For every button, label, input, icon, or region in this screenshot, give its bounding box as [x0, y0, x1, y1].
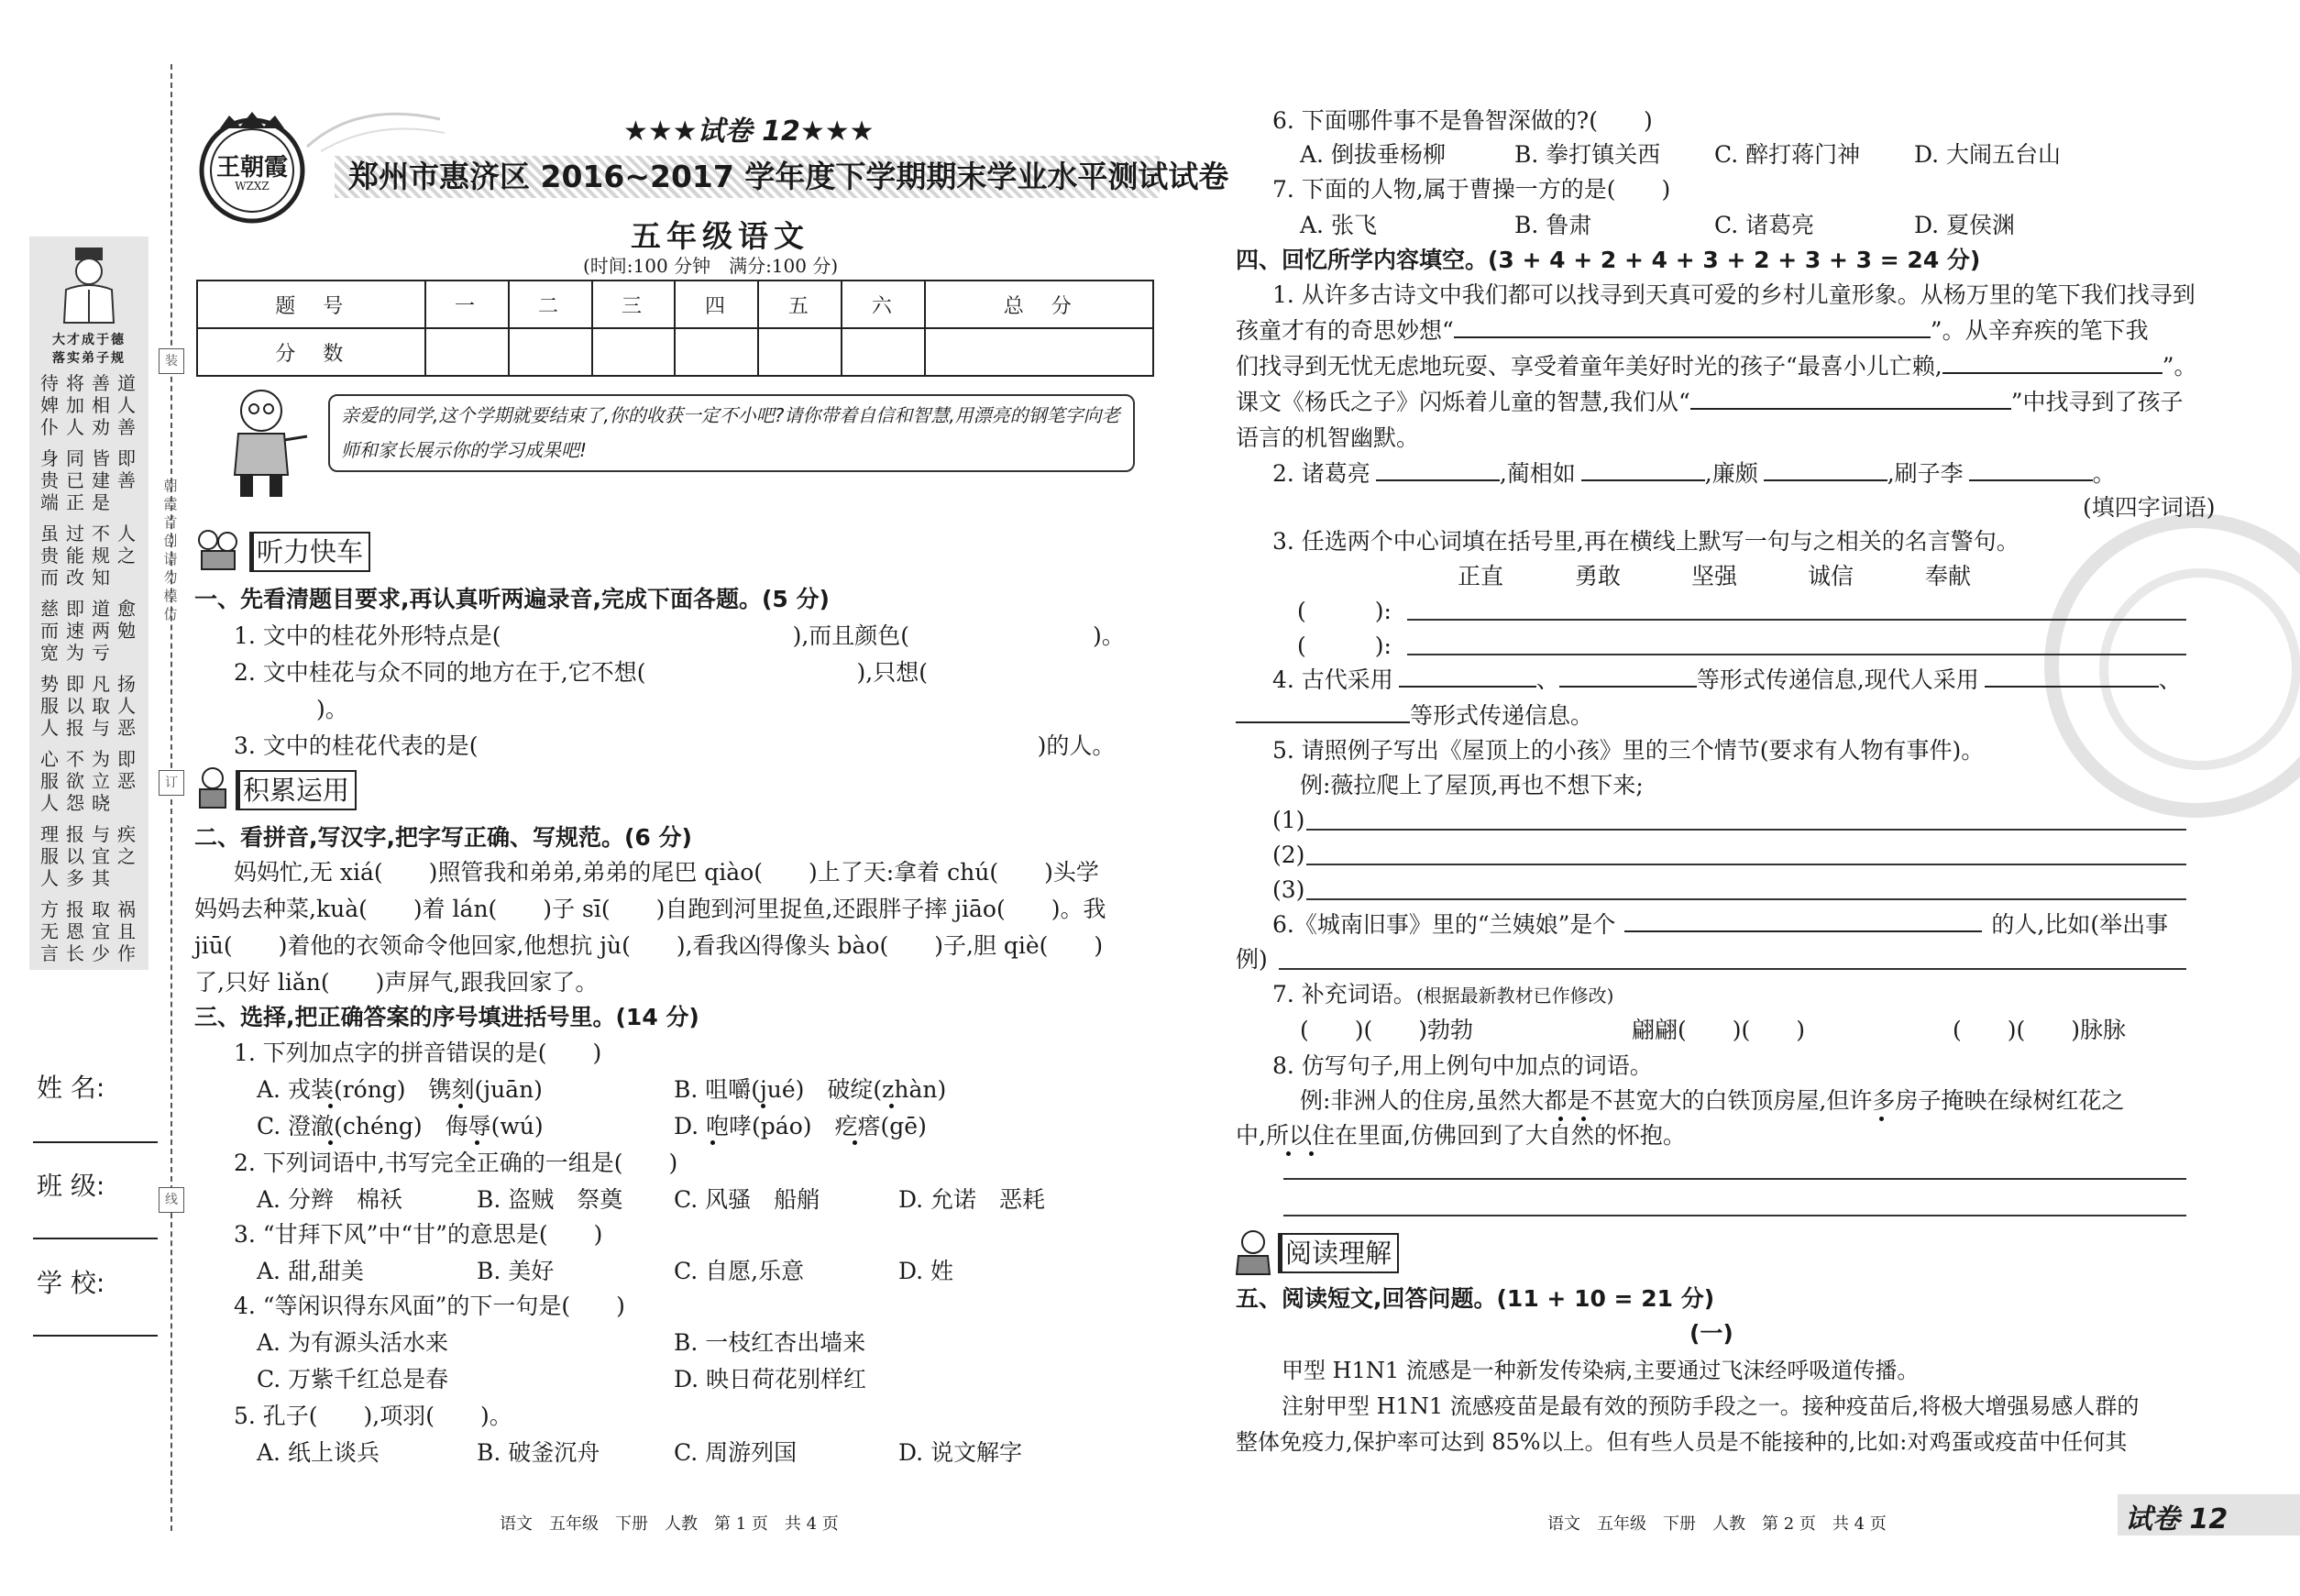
choice-7-d: D. 夏侯渊: [1914, 212, 2016, 238]
emphasis-dot: [458, 1104, 463, 1108]
section-reading-header: 阅读理解: [1278, 1233, 1399, 1273]
score-col: 五: [758, 281, 842, 328]
fill-5-example: 例:薇拉爬上了屋顶,再也不想下来;: [1300, 772, 1644, 798]
motto-column: 过能改: [66, 523, 84, 589]
choice-4-c: C. 万紫千红总是春: [257, 1366, 449, 1392]
emphasis-dot: [853, 1140, 857, 1145]
emphasis-dot: [1286, 1151, 1291, 1156]
answer-blank[interactable]: [1624, 910, 1982, 932]
choice-3-c: C. 自愿,乐意: [674, 1258, 805, 1284]
choice-5-a: A. 纸上谈兵: [257, 1439, 380, 1466]
fill-5: 5. 请照例子写出《屋顶上的小孩》里的三个情节(要求有人物有事件)。: [1272, 737, 1985, 764]
answer-blank[interactable]: [1236, 701, 1410, 723]
motto-column: 与宜其: [92, 823, 110, 889]
fill-1-line-2: 孩童才有的奇思妙想“ ”。从辛弃疾的笔下我: [1236, 317, 2149, 344]
reading-girl-icon: [1233, 1228, 1274, 1276]
motto-line-2: 落实弟子规: [52, 351, 126, 366]
question-5: 五、阅读短文,回答问题。(11 + 10 = 21 分): [1236, 1285, 1715, 1312]
choice-2-d: D. 允诺 恶耗: [898, 1186, 1046, 1213]
choice-7: 7. 下面的人物,属于曹操一方的是( ): [1272, 176, 1671, 203]
motto-column: 同已正: [66, 447, 84, 513]
answer-line[interactable]: [1306, 829, 2186, 831]
score-header-row: [197, 281, 1153, 328]
motto-column: 人之: [117, 523, 136, 567]
motto-column: 慈而宽: [40, 598, 59, 664]
answer-blank[interactable]: [1559, 666, 1697, 688]
emphasis-dot: [889, 1104, 894, 1108]
passage-line-1: 甲型 H1N1 流感是一种新发传染病,主要通过飞沫经呼吸道传播。: [1282, 1358, 1920, 1383]
answer-line[interactable]: [1279, 968, 2186, 970]
motto-column: 将加人: [66, 372, 84, 438]
keyword-1: 正直: [1458, 563, 1504, 589]
motto-column: 皆建是: [92, 447, 110, 513]
keyword-5: 奉献: [1925, 563, 1972, 589]
fill-4: 4. 古代采用 、 等形式传递信息,现代人采用 、: [1272, 666, 2182, 693]
binding-mark-3: 线: [159, 1187, 184, 1213]
choice-2-a: A. 分辫 棉袄: [257, 1186, 402, 1213]
motto-column: 不欲怨: [66, 748, 84, 814]
choice-2-c: C. 风骚 船艄: [674, 1186, 820, 1213]
motto-column: 道两亏: [92, 598, 110, 664]
emphasis-dot: [475, 1140, 479, 1145]
emphasis-dot: [1879, 1117, 1884, 1121]
choice-4-b: B. 一枝红杏出墙来: [674, 1329, 866, 1356]
name-field[interactable]: [33, 1141, 158, 1143]
fill-3: 3. 任选两个中心词填在括号里,再在横线上默写一句与之相关的名言警句。: [1272, 528, 2019, 555]
subject-title: 五年级语文: [631, 218, 809, 254]
motto-column: 身贵端: [40, 447, 59, 513]
answer-blank[interactable]: [1581, 459, 1705, 481]
motto-column: 心服人: [40, 748, 59, 814]
fill-4-end: 等形式传递信息。: [1236, 700, 1593, 732]
fill-5-num-3: (3): [1272, 876, 1305, 903]
section-listening-header: 听力快车: [249, 532, 370, 572]
question-4: 四、回忆所学内容填空。(3 + 4 + 2 + 4 + 3 + 2 + 3 + 3 = 24 分): [1236, 247, 1981, 273]
teacher-figure-icon: [220, 383, 312, 502]
score-table: [196, 280, 1154, 377]
answer-blank[interactable]: [1376, 459, 1500, 481]
score-value-row: [197, 328, 1153, 376]
fill-8-example-1: 例:非洲人的住房,虽然大都是不甚宽大的白铁顶房屋,但许多房子掩映在绿树红花之: [1300, 1087, 2125, 1114]
choice-5-b: B. 破釜沉舟: [477, 1439, 600, 1466]
score-cell[interactable]: [842, 328, 925, 376]
emphasis-dot: [761, 1104, 765, 1108]
choice-5-c: C. 周游列国: [674, 1439, 798, 1466]
corner-badge: 试卷 12: [2125, 1503, 2228, 1535]
passage-line-3: 整体免疫力,保护率可达到 85%以上。但有些人员是不能接种的,比如:对鸡蛋或疫苗中任何其: [1236, 1429, 2128, 1455]
answer-line[interactable]: [1306, 898, 2186, 900]
motto-column: 即善: [117, 447, 136, 491]
emphasis-dot: [328, 1140, 333, 1145]
motto-column: 方无言: [40, 898, 59, 964]
answer-line[interactable]: [1407, 654, 2186, 655]
choice-1-b: B. 咀嚼(jué) 破绽(zhàn): [674, 1076, 947, 1103]
motto-column: 待婢仆: [40, 372, 59, 438]
footer-left: 语文 五年级 下册 人教 第 1 页 共 4 页: [500, 1514, 839, 1534]
choice-6-d: D. 大闹五台山: [1914, 141, 2062, 168]
motto-column: 即速为: [66, 598, 84, 664]
question-3: 三、选择,把正确答案的序号填进括号里。(14 分): [194, 1004, 699, 1030]
motto-sidebar: [29, 237, 149, 970]
fill-7-c: ( )( )脉脉: [1953, 1017, 2127, 1043]
answer-blank[interactable]: [1454, 316, 1931, 338]
pinyin-line-1: 妈妈忙,无 xiá( )照管我和弟弟,弟弟的尾巴 qiào( )上了天:拿着 chú( )头学: [234, 859, 1099, 886]
listen-item-2: 2. 文中桂花与众不同的地方在于,它不想( ),只想(: [234, 659, 928, 686]
motto-column: 即以报: [66, 673, 84, 739]
fill-2-note: (填四字词语): [2083, 494, 2216, 521]
answer-line[interactable]: [1283, 1215, 2186, 1216]
listen-item-3: 3. 文中的桂花代表的是( )的人。: [234, 732, 1116, 759]
fill-1-line-4: 课文《杨氏之子》闪烁着儿童的智慧,我们从“ ”中找寻到了孩子: [1236, 389, 2184, 415]
choice-1-a: A. 戎装(róng) 镌刻(juān): [257, 1076, 543, 1103]
fill-7-a: ( )( )勃勃: [1300, 1017, 1474, 1043]
pinyin-line-3: jiū( )着他的衣领命令他回家,他想抗 jù( ),看我凶得像头 bào( )子,胆 qiè( ): [194, 932, 1104, 959]
choice-3-d: D. 姓: [898, 1258, 954, 1284]
class-field[interactable]: [33, 1238, 158, 1239]
fill-1-line-3: 们找寻到无忧无虑地玩耍、享受着童年美好时光的孩子“最喜小儿亡赖, ”。: [1236, 353, 2197, 380]
score-cell[interactable]: [592, 328, 676, 376]
school-label: 学 校:: [37, 1268, 105, 1298]
choice-5-d: D. 说文解字: [898, 1439, 1023, 1466]
motto-column: 愈勉: [117, 598, 136, 642]
logo-subtext: WZXZ: [235, 180, 270, 193]
question-1: 一、先看清题目要求,再认真听两遍录音,完成下面各题。(5 分): [194, 586, 830, 612]
emphasis-dot: [710, 1140, 715, 1145]
score-col: 四: [675, 281, 758, 328]
motto-column: 祸且作: [117, 898, 136, 964]
choice-3-a: A. 甜,甜美: [257, 1258, 364, 1284]
keyword-3: 坚强: [1691, 563, 1738, 589]
motto-column: 凡取与: [92, 673, 110, 739]
pinyin-line-2: 妈妈去种菜,kuà( )着 lán( )子 sī( )自跑到河里捉鱼,还跟胖子摔 jiāo( )。我: [194, 896, 1106, 922]
time-info: (时间:100 分钟 满分:100 分): [583, 255, 839, 277]
scholar-figure-icon: [57, 244, 121, 326]
fill-5-num-2: (2): [1272, 842, 1305, 868]
choice-7-b: B. 鲁肃: [1514, 212, 1592, 238]
choice-6-c: C. 醉打蒋门神: [1714, 141, 1861, 168]
answer-line[interactable]: [1306, 864, 2186, 865]
choice-6-b: B. 拳打镇关西: [1514, 141, 1661, 168]
listening-kids-icon: [194, 527, 240, 573]
binding-mark-2: 订: [159, 770, 184, 796]
listen-item-2-close: )。: [316, 696, 348, 722]
exam-title: 郑州市惠济区 2016~2017 学年度下学期期末学业水平测试试卷: [348, 159, 1229, 194]
binding-note: 朝霞首创 请勿模仿: [163, 478, 178, 622]
choice-5: 5. 孔子( ),项羽( )。: [234, 1403, 512, 1429]
listen-item-1: 1. 文中的桂花外形特点是( ),而且颜色( )。: [234, 622, 1125, 649]
choice-4-d: D. 映日荷花别样红: [674, 1366, 867, 1392]
motto-column: 疾之: [117, 823, 136, 867]
score-cell[interactable]: [675, 328, 758, 376]
score-row-label: 分 数: [197, 328, 425, 376]
choice-3-b: B. 美好: [477, 1258, 555, 1284]
fill-5-num-1: (1): [1272, 807, 1305, 833]
binding-line: [171, 64, 172, 1531]
emphasis-dot: [1309, 1151, 1314, 1156]
motto-column: 善相劝: [92, 372, 110, 438]
keyword-2: 勇敢: [1575, 563, 1622, 589]
keyword-4: 诚信: [1808, 563, 1854, 589]
fill-1-line-1: 1. 从许多古诗文中我们都可以找寻到天真可爱的乡村儿童形象。从杨万里的笔下我们找寻到: [1272, 281, 2195, 308]
emphasis-dot: [328, 1104, 333, 1108]
score-cell[interactable]: [758, 328, 842, 376]
motto-column: 报恩长: [66, 898, 84, 964]
passage-line-2: 注射甲型 H1N1 流感疫苗是最有效的预防手段之一。接种疫苗后,将极大增强易感人群的: [1282, 1393, 2140, 1419]
score-cell[interactable]: [425, 328, 509, 376]
name-label: 姓 名:: [37, 1073, 105, 1103]
paper-number: ★★★试卷 12★★★: [623, 116, 875, 148]
binding-mark-1: 装: [159, 348, 184, 374]
answer-blank[interactable]: [1690, 388, 2011, 410]
motto-column: 取宜少: [92, 898, 110, 964]
choice-1-d: D. 咆哮(páo) 疙瘩(gē): [674, 1113, 927, 1139]
answer-blank[interactable]: [1985, 666, 2159, 688]
fill-1-line-5: 语言的机智幽默。: [1236, 424, 1420, 451]
answer-line[interactable]: [1283, 1178, 2186, 1180]
motto-column: 道人善: [117, 372, 136, 438]
fill-3-blank-2: ( ):: [1297, 633, 1392, 659]
answer-blank[interactable]: [1969, 459, 2093, 481]
motto-column: 报以多: [66, 823, 84, 889]
choice-6-a: A. 倒拔垂杨柳: [1300, 141, 1446, 168]
class-label: 班 级:: [37, 1171, 105, 1201]
emphasis-dot: [1558, 1117, 1563, 1121]
fill-2: 2. 诸葛亮 ,蔺相如 ,廉颇 ,刷子李 。: [1272, 460, 2116, 487]
logo-text: 王朝霞: [215, 154, 288, 182]
section-accumulation-header: 积累运用: [236, 770, 357, 810]
score-col: 题 号: [197, 281, 425, 328]
motto-column: 理服人: [40, 823, 59, 889]
fill-8-example-2: 中,所以住在里面,仿佛回到了大自然的怀抱。: [1236, 1122, 1686, 1149]
motto-line-1: 大才成于德: [52, 333, 126, 347]
motto-column: 虽贵而: [40, 523, 59, 589]
question-2: 二、看拼音,写汉字,把字写正确、写规范。(6 分): [194, 824, 692, 851]
footer-right: 语文 五年级 下册 人教 第 2 页 共 4 页: [1547, 1514, 1887, 1534]
score-col: 二: [509, 281, 592, 328]
choice-1-c: C. 澄澈(chéng) 侮辱(wú): [257, 1113, 544, 1139]
choice-3: 3. “甘拜下风”中“甘”的意思是( ): [234, 1221, 603, 1248]
motto-column: 扬人恶: [117, 673, 136, 739]
school-field[interactable]: [33, 1335, 158, 1337]
passage-part-1: (一): [1689, 1320, 1733, 1347]
motto-column: 不规知: [92, 523, 110, 589]
choice-2-b: B. 盗贼 祭奠: [477, 1186, 623, 1213]
answer-line[interactable]: [1407, 619, 2186, 621]
emphasis-dot: [1581, 1117, 1586, 1121]
score-col: 一: [425, 281, 509, 328]
choice-4-a: A. 为有源头活水来: [257, 1329, 448, 1356]
fill-3-blank-1: ( ):: [1297, 598, 1392, 624]
choice-7-a: A. 张飞: [1300, 212, 1377, 238]
motto-column: 即恶: [117, 748, 136, 792]
choice-2: 2. 下列词语中,书写完全正确的一组是( ): [234, 1150, 678, 1176]
motto-column: 为立晓: [92, 748, 110, 814]
fill-8: 8. 仿写句子,用上例句中加点的词语。: [1272, 1052, 1653, 1079]
answer-blank[interactable]: [1942, 352, 2162, 374]
score-col: 三: [592, 281, 676, 328]
intro-message: 亲爱的同学,这个学期就要结束了,你的收获一定不小吧?请你带着自信和智慧,用漂亮的钢笔字向老师和家长展示你的学习成果吧!: [328, 394, 1135, 472]
score-cell[interactable]: [925, 328, 1153, 376]
pinyin-line-4: 了,只好 liǎn( )声屏气,跟我回家了。: [194, 969, 599, 996]
fill-7-b: 翩翩( )( ): [1632, 1017, 1806, 1043]
fill-6-end: 例): [1236, 946, 1268, 973]
motto-column: 势服人: [40, 673, 59, 739]
choice-6: 6. 下面哪件事不是鲁智深做的?( ): [1272, 107, 1653, 134]
choice-7-c: C. 诸葛亮: [1714, 212, 1815, 238]
choice-4: 4. “等闲识得东风面”的下一句是( ): [234, 1293, 625, 1319]
reading-kid-icon: [194, 765, 231, 811]
choice-1: 1. 下列加点字的拼音错误的是( ): [234, 1040, 602, 1066]
score-col: 六: [842, 281, 925, 328]
answer-blank[interactable]: [1764, 459, 1887, 481]
answer-blank[interactable]: [1399, 666, 1536, 688]
fill-6: 6.《城南旧事》里的“兰姨娘”是个 的人,比如(举出事: [1272, 911, 2169, 938]
score-cell[interactable]: [509, 328, 592, 376]
ribbon-decoration-icon: [303, 101, 449, 156]
score-col: 总 分: [925, 281, 1153, 328]
fill-7: 7. 补充词语。(根据最新教材已作修改): [1272, 981, 1614, 1007]
